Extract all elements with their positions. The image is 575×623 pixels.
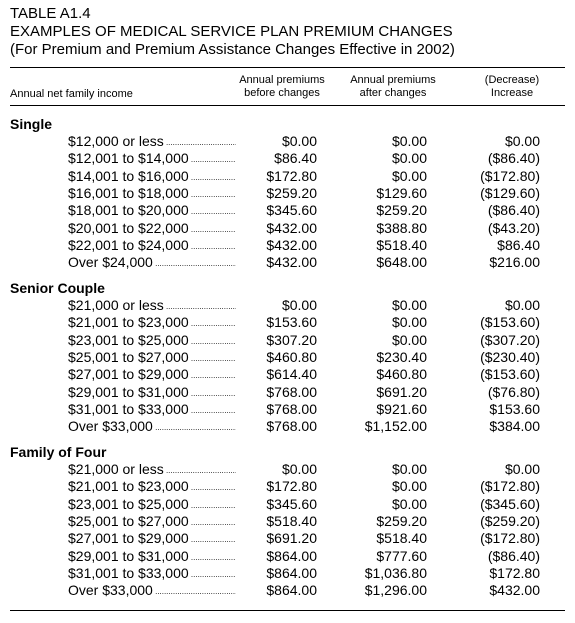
table-row	[0, 548, 575, 565]
before-cell: $460.80	[266, 348, 317, 365]
change-cell: ($172.80)	[480, 478, 540, 495]
income-cell: $27,001 to $29,000 .....	[68, 530, 236, 548]
income-cell: $31,001 to $33,000 .....	[68, 401, 236, 419]
income-cell: $29,001 to $31,000 .....	[68, 548, 236, 566]
after-cell: $518.40	[376, 530, 427, 547]
after-cell: $0.00	[391, 314, 427, 331]
table-row	[0, 133, 575, 150]
before-cell: $259.20	[266, 184, 317, 201]
table-row	[0, 349, 575, 366]
change-column-header	[462, 74, 562, 100]
before-cell: $345.60	[266, 495, 317, 512]
after-cell: $129.60	[376, 184, 427, 201]
income-cell: $23,001 to $25,000 .....	[68, 332, 236, 350]
before-cell: $0.00	[281, 133, 317, 149]
before-cell: $307.20	[266, 331, 317, 348]
table-row	[0, 513, 575, 530]
before-cell: $614.40	[266, 366, 317, 383]
change-cell: ($76.80)	[487, 383, 540, 400]
change-cell: $172.80	[489, 564, 540, 581]
after-cell: $259.20	[376, 512, 427, 529]
before-cell: $864.00	[266, 547, 317, 564]
income-cell: $12,000 or less .....	[68, 133, 236, 151]
table-row	[0, 366, 575, 383]
change-cell: ($172.80)	[480, 530, 540, 547]
change-cell: ($129.60)	[480, 184, 540, 201]
table-row	[0, 496, 575, 513]
after-cell: $0.00	[391, 150, 427, 167]
table-row	[0, 237, 575, 254]
before-cell: $153.60	[266, 314, 317, 331]
change-cell: $0.00	[504, 133, 540, 149]
change-cell: ($307.20)	[480, 331, 540, 348]
income-cell: $25,001 to $27,000 .....	[68, 349, 236, 367]
income-cell: $14,001 to $16,000 .....	[68, 168, 236, 186]
after-cell: $230.40	[376, 348, 427, 365]
after-cell: $1,036.80	[364, 564, 427, 581]
after-cell: $0.00	[391, 331, 427, 348]
table-row	[0, 202, 575, 219]
before-cell: $768.00	[266, 400, 317, 417]
table-row	[0, 565, 575, 582]
table-row	[0, 332, 575, 349]
before-cell: $345.60	[266, 202, 317, 219]
section-title: Single	[10, 116, 53, 132]
table-row	[0, 168, 575, 185]
after-cell: $921.60	[376, 400, 427, 417]
table-id: TABLE A1.4	[10, 5, 91, 22]
after-cell: $460.80	[376, 366, 427, 383]
income-cell: $21,000 or less .....	[68, 461, 236, 479]
after-cell: $518.40	[376, 236, 427, 253]
after-cell: $0.00	[391, 167, 427, 184]
table-row	[0, 150, 575, 167]
income-cell: $20,001 to $22,000 .....	[68, 220, 236, 238]
change-cell: ($86.40)	[487, 150, 540, 167]
income-column-header: Annual net family income	[10, 88, 133, 100]
after-cell: $0.00	[391, 478, 427, 495]
table-row	[0, 254, 575, 271]
change-cell: ($43.20)	[487, 219, 540, 236]
after-cell: $691.20	[376, 383, 427, 400]
change-cell: ($86.40)	[487, 547, 540, 564]
after-header-line1: Annual premiums	[350, 74, 436, 86]
income-cell: $29,001 to $31,000 .....	[68, 384, 236, 402]
before-cell: $172.80	[266, 167, 317, 184]
change-cell: $86.40	[497, 236, 540, 253]
income-cell: Over $24,000 .....	[68, 254, 236, 272]
top-rule	[10, 67, 565, 68]
before-cell: $768.00	[266, 418, 317, 435]
change-header-line1: (Decrease)	[484, 74, 540, 86]
change-cell: $0.00	[504, 461, 540, 477]
change-cell: ($86.40)	[487, 202, 540, 219]
before-cell: $864.00	[266, 582, 317, 599]
table-row	[0, 418, 575, 435]
after-cell: $648.00	[376, 254, 427, 271]
section-title: Senior Couple	[10, 280, 105, 296]
change-cell: ($153.60)	[480, 366, 540, 383]
section-title: Family of Four	[10, 444, 107, 460]
after-cell: $259.20	[376, 202, 427, 219]
income-cell: $21,001 to $23,000 .....	[68, 478, 236, 496]
income-cell: $18,001 to $20,000 .....	[68, 202, 236, 220]
before-cell: $432.00	[266, 254, 317, 271]
income-cell: $31,001 to $33,000 .....	[68, 565, 236, 583]
before-cell: $0.00	[281, 461, 317, 477]
table-row	[0, 582, 575, 599]
after-cell: $0.00	[391, 133, 427, 149]
before-header-line2: before changes	[244, 87, 320, 99]
change-cell: $384.00	[489, 418, 540, 435]
table-row	[0, 478, 575, 495]
income-cell: $16,001 to $18,000 .....	[68, 185, 236, 203]
before-cell: $172.80	[266, 478, 317, 495]
before-cell: $432.00	[266, 219, 317, 236]
change-cell: ($259.20)	[480, 512, 540, 529]
change-cell: $432.00	[489, 582, 540, 599]
income-cell: $22,001 to $24,000 .....	[68, 237, 236, 255]
table-row	[0, 220, 575, 237]
header-rule	[10, 105, 565, 106]
after-cell: $1,152.00	[364, 418, 427, 435]
income-cell: $21,000 or less .....	[68, 297, 236, 315]
income-cell: $23,001 to $25,000 .....	[68, 496, 236, 514]
income-cell: $21,001 to $23,000 .....	[68, 314, 236, 332]
change-cell: $216.00	[489, 254, 540, 271]
table-row	[0, 530, 575, 547]
table-row	[0, 401, 575, 418]
before-cell: $691.20	[266, 530, 317, 547]
table-row	[0, 461, 575, 478]
income-cell: Over $33,000 .....	[68, 582, 236, 600]
table-row	[0, 297, 575, 314]
change-header-line2: Increase	[490, 87, 534, 99]
after-column-header	[343, 74, 443, 100]
before-cell: $432.00	[266, 236, 317, 253]
table-row	[0, 314, 575, 331]
after-cell: $0.00	[391, 461, 427, 477]
before-cell: $864.00	[266, 564, 317, 581]
income-cell: $27,001 to $29,000 .....	[68, 366, 236, 384]
before-column-header	[232, 74, 332, 100]
before-cell: $768.00	[266, 383, 317, 400]
change-cell: ($153.60)	[480, 314, 540, 331]
after-cell: $1,296.00	[364, 582, 427, 599]
change-cell: $0.00	[504, 297, 540, 313]
change-cell: ($230.40)	[480, 348, 540, 365]
income-cell: $12,001 to $14,000 .....	[68, 150, 236, 168]
before-header-line1: Annual premiums	[239, 74, 325, 86]
table-row	[0, 185, 575, 202]
change-cell: $153.60	[489, 400, 540, 417]
table-title: EXAMPLES OF MEDICAL SERVICE PLAN PREMIUM CHANGES	[10, 23, 453, 40]
income-cell: Over $33,000 .....	[68, 418, 236, 436]
after-cell: $0.00	[391, 495, 427, 512]
bottom-rule	[10, 610, 565, 611]
before-cell: $518.40	[266, 512, 317, 529]
after-cell: $777.60	[376, 547, 427, 564]
after-cell: $388.80	[376, 219, 427, 236]
income-cell: $25,001 to $27,000 .....	[68, 513, 236, 531]
before-cell: $86.40	[274, 150, 317, 167]
change-cell: ($172.80)	[480, 167, 540, 184]
after-cell: $0.00	[391, 297, 427, 313]
change-cell: ($345.60)	[480, 495, 540, 512]
table-subtitle: (For Premium and Premium Assistance Changes Effective in 2002)	[10, 41, 455, 58]
before-cell: $0.00	[281, 297, 317, 313]
table-row	[0, 384, 575, 401]
after-header-line2: after changes	[359, 87, 427, 99]
